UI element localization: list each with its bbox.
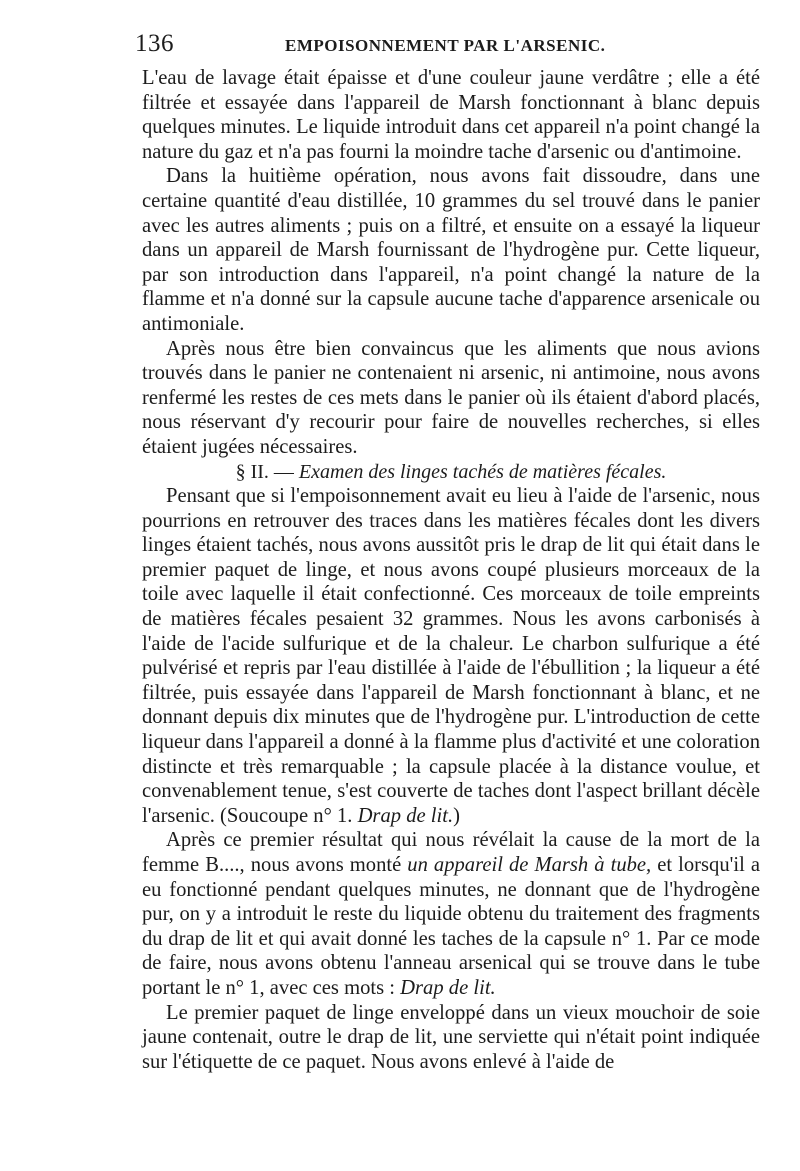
paragraph-4-close: ) bbox=[453, 804, 460, 827]
paragraph-4-italic: Drap de lit. bbox=[357, 804, 454, 827]
paragraph-5-text-b: et lorsqu'il a eu fonctionné pendant quelques minutes, ne donnant que de l'hydrogène pur, on y a introduit le reste du liquide obtenu du traitement des fragments du drap de lit et qui avait donné les taches de la capsule n° 1. Par ce mode de faire, nous avons obtenu l'anneau arsenical qui se trouve dans le tube portant le n° 1, avec ces mots : bbox=[142, 854, 760, 999]
paragraph-4-text: Pensant que si l'empoisonnement avait eu lieu à l'aide de l'arsenic, nous pourrions en retrouver des traces dans les matières fécales dont les divers linges étaient tachés, nous avons aussitôt pris le drap de lit qui était dans le premier paquet de linge, et nous avons coupé plusieurs morceaux de la toile avec laquelle il était confectionné. Ces morceaux de toile empreints de matières fécales pesaient 32 grammes. Nous les avons carbonisés à l'aide de l'acide sulfurique et de la chaleur. Le charbon sulfurique a été pulvérisé et repris par l'eau distillée à l'aide de l'ébullition ; la liqueur a été filtrée, puis essayée dans l'appareil de Marsh fonctionnant à blanc, et ne donnant depuis dix minutes que de l'hydrogène pur. L'introduction de cette liqueur dans l'appareil a donné à la flamme plus d'activité et une coloration distincte et très remarquable ; la capsule placée à la distance voulue, et convenablement tenue, s'est couverte de taches dont l'aspect brillant décèle l'arsenic. (Soucoupe n° 1. bbox=[142, 485, 760, 827]
paragraph-5 bbox=[142, 828, 760, 1000]
paragraph-5-text-a: Après ce premier résultat qui nous révélait la cause de la mort de la femme B...., nous avons monté bbox=[142, 829, 760, 876]
page-number: 136 bbox=[135, 30, 174, 57]
paragraph-6: Le premier paquet de linge enveloppé dans un vieux mouchoir de soie jaune contenait, outre le drap de lit, une serviette qui n'était point indiquée sur l'étiquette de ce paquet. Nous avons enlevé à l'aide de bbox=[142, 1001, 760, 1073]
paragraph-1: L'eau de lavage était épaisse et d'une couleur jaune verdâtre ; elle a été filtrée et essayée dans l'appareil de Marsh fonctionnant à blanc depuis quelques minutes. Le liquide introduit dans cet appareil n'a point changé la nature du gaz et n'a pas fourni la moindre tache d'arsenic ou d'antimoine. bbox=[142, 67, 760, 163]
paragraph-5-label: Drap de lit. bbox=[400, 976, 496, 999]
page-body bbox=[142, 66, 760, 1074]
paragraph-5-italic: un appareil de Marsh à tube, bbox=[407, 854, 652, 876]
page-header bbox=[135, 30, 760, 60]
section-number: § II. bbox=[235, 460, 269, 483]
section-title: Examen des linges tachés de matières fécales. bbox=[298, 460, 667, 483]
paragraph-2: Dans la huitième opération, nous avons fait dissoudre, dans une certaine quantité d'eau distillée, 10 grammes du sel trouvé dans le panier avec les autres aliments ; puis on a filtré, et ensuite on a essayé la liqueur dans un appareil de Marsh fournissant de l'hydrogène pur. Cette liqueur, par son introduction dans l'appareil, n'a point changé la nature de la flamme et n'a donné sur la capsule aucune tache d'apparence arsenicale ou antimoniale. bbox=[142, 165, 760, 335]
section-heading bbox=[142, 460, 760, 485]
running-title: EMPOISONNEMENT PAR L'ARSENIC. bbox=[285, 36, 606, 55]
paragraph-3: Après nous être bien convaincus que les aliments que nous avions trouvés dans le panier ne contenaient ni arsenic, ni antimoine, nous avons renfermé les restes de ces mets dans le panier où ils étaient d'abord placés, nous réservant d'y recourir pour faire de nouvelles recherches, si elles étaient jugées nécessaires. bbox=[142, 337, 760, 458]
paragraph-4 bbox=[142, 484, 760, 828]
section-dash: — bbox=[273, 460, 294, 483]
